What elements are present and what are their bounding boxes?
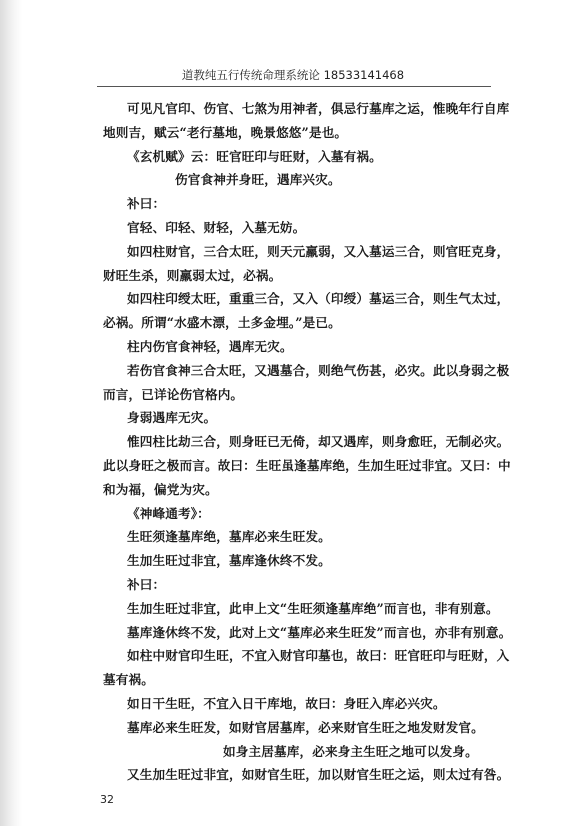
text-line: 惟四柱比劫三合，则身旺已无倚，却又遇库，则身愈旺，无制必灾。 [127, 434, 510, 450]
text-line: 如四柱财官，三合太旺，则天元羸弱，又入墓运三合，则官旺克身， [127, 243, 510, 259]
text-line: 补曰： [127, 576, 166, 592]
text-line: 如身主居墓库，必来身主生旺之地可以发身。 [223, 743, 478, 759]
page-number: 32 [100, 793, 114, 806]
body-text [103, 97, 512, 787]
text-line: 补曰： [127, 196, 166, 212]
text-line: 如日干生旺，不宜入日干库地，故曰：身旺入库必兴灾。 [127, 695, 446, 711]
text-line: 生旺须逢墓库绝，墓库必来生旺发。 [127, 529, 331, 545]
text-line: 柱内伤官食神轻，遇库无灾。 [127, 338, 293, 354]
page-binding-shadow [0, 0, 22, 826]
text-line: 《玄机赋》云：旺官旺印与旺财，入墓有祸。 [127, 148, 382, 164]
text-line: 必祸。所谓“水盛木漂，土多金埋。”是已。 [103, 315, 341, 331]
text-line: 墓库逢休终不发，此对上文“墓库必来生旺发”而言也，亦非有别意。 [127, 624, 512, 640]
text-line: 和为福，偏党为灾。 [103, 481, 218, 497]
text-line: 生加生旺过非宜，墓库逢休终不发。 [127, 553, 331, 569]
text-line: 如柱中财官印生旺，不宜入财官印墓也，故曰：旺官旺印与旺财，入 [127, 648, 510, 664]
text-line: 此以身旺之极而言。故曰：生旺虽逢墓库绝，生加生旺过非宜。又曰：中 [103, 457, 511, 473]
header-divider [97, 86, 491, 87]
text-line: 墓库必来生旺发，如财官居墓库，必来财官生旺之地发财发官。 [127, 719, 484, 735]
text-line: 可见凡官印、伤官、七煞为用神者，俱忌行墓库之运，惟晚年行自库 [127, 101, 510, 116]
text-line: 又生加生旺过非宜，如财官生旺，加以财官生旺之运，则太过有咎。 [127, 767, 510, 783]
text-line: 伤官食神并身旺，遇库兴灾。 [175, 172, 341, 188]
text-line: 生加生旺过非宜，此申上文“生旺须逢墓库绝”而言也，非有别意。 [127, 600, 499, 616]
text-line: 身弱遇库无灾。 [127, 410, 217, 426]
text-line: 官轻、印轻、财轻，入墓无妨。 [127, 219, 306, 235]
text-line: 墓有祸。 [103, 672, 154, 688]
text-line: 《神峰通考》： [127, 505, 210, 521]
text-line: 财旺生杀，则羸弱太过，必祸。 [103, 267, 282, 283]
text-line: 如四柱印绶太旺，重重三合，又入（印绶）墓运三合，则生气太过， [127, 291, 510, 307]
text-line: 而言，已详论伤官格内。 [103, 386, 244, 402]
running-header: 道教纯五行传统命理系统论 18533141468 [181, 68, 405, 82]
text-line: 地则吉，赋云“老行墓地，晚景悠悠”是也。 [103, 124, 348, 140]
text-line: 若伤官食神三合太旺，又遇墓合，则绝气伤甚，必灾。此以身弱之极 [127, 362, 510, 378]
